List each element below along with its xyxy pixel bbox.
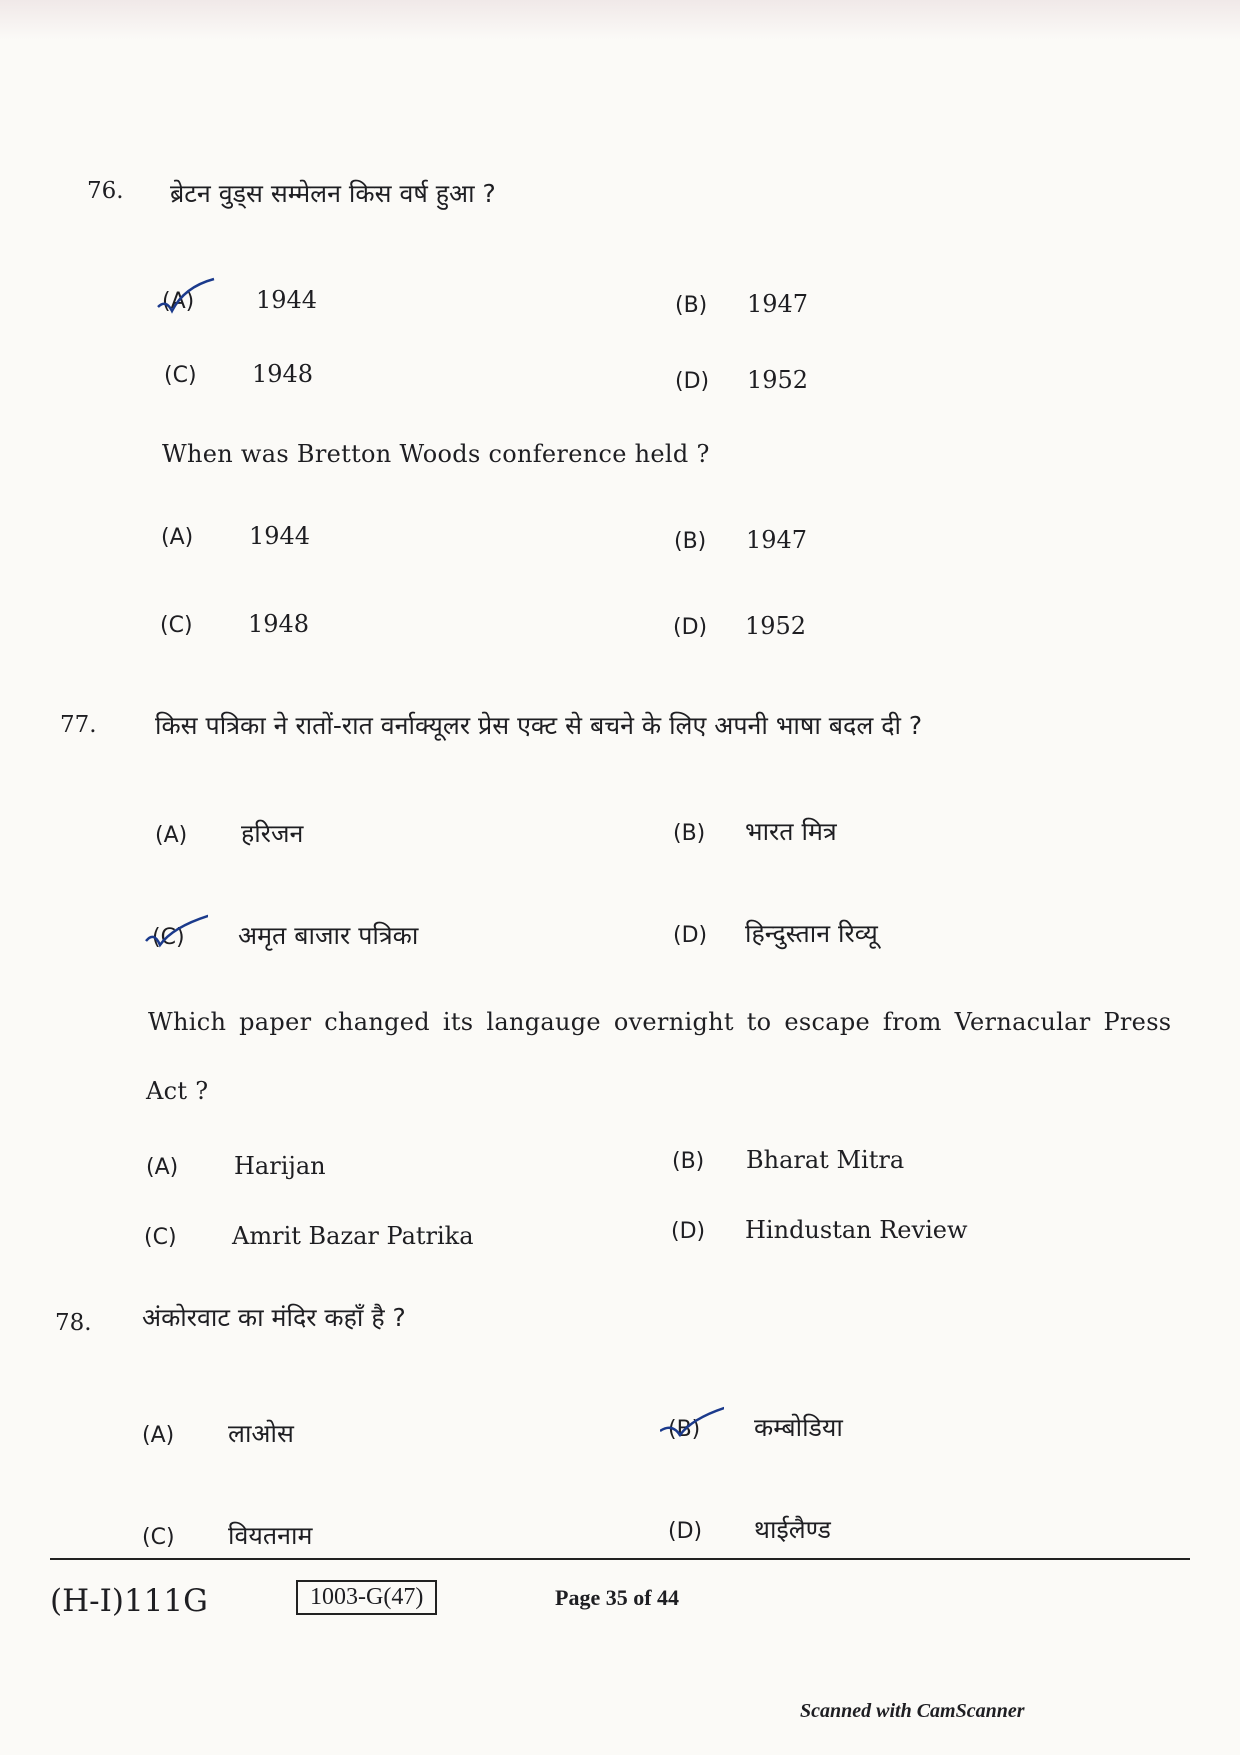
option-value: 1948 xyxy=(248,610,310,638)
q77-hi-option-c xyxy=(152,918,418,952)
q77-hi-option-a xyxy=(155,816,303,850)
option-label: (C) xyxy=(142,1525,175,1550)
q77-en-option-a xyxy=(146,1152,326,1180)
q77-en-option-d xyxy=(671,1216,968,1244)
option-label: (C) xyxy=(160,613,193,638)
q77-en-option-b xyxy=(672,1146,904,1174)
option-value: Hindustan Review xyxy=(745,1216,968,1244)
footer-rule xyxy=(50,1558,1190,1560)
option-label: (B) xyxy=(672,1149,705,1174)
option-label: (B) xyxy=(674,529,707,554)
option-label: (A) xyxy=(162,289,234,314)
question-78-hindi: अंकोरवाट का मंदिर कहाँ है ? xyxy=(142,1303,406,1332)
option-value: वियतनाम xyxy=(228,1521,313,1550)
q78-hi-option-a xyxy=(142,1416,294,1450)
q78-hi-option-b xyxy=(668,1410,843,1444)
camscanner-watermark: Scanned with CamScanner xyxy=(800,1700,1025,1722)
option-value: 1952 xyxy=(745,612,807,640)
paper-code: (H-I)111G xyxy=(50,1583,208,1619)
option-label: (B) xyxy=(668,1417,740,1442)
option-value: हरिजन xyxy=(241,819,304,848)
question-77-number: 77. xyxy=(60,712,97,738)
question-77-english-line1: Which paper changed its langauge overnight to escape from Vernacular Press xyxy=(148,1008,1172,1036)
option-label: (D) xyxy=(675,369,710,394)
q76-en-option-c xyxy=(160,610,309,638)
question-77-english-line2: Act ? xyxy=(146,1077,209,1105)
option-label: (D) xyxy=(668,1519,703,1544)
q77-hi-option-d xyxy=(673,916,878,950)
option-value: 1947 xyxy=(747,290,809,318)
option-label: (C) xyxy=(164,363,197,388)
question-77-hindi: किस पत्रिका ने रातों-रात वर्नाक्यूलर प्रेस एक्ट से बचने के लिए अपनी भाषा बदल दी ? xyxy=(155,711,923,740)
option-label: (C) xyxy=(144,1225,177,1250)
option-value: हिन्दुस्तान रिव्यू xyxy=(745,919,878,948)
question-76-number: 76. xyxy=(87,178,124,204)
option-value: अमृत बाजार पत्रिका xyxy=(238,921,419,950)
scan-edge xyxy=(0,0,1240,40)
option-label: (C) xyxy=(152,925,224,950)
q76-hi-option-d xyxy=(675,366,808,394)
option-value: 1948 xyxy=(252,360,314,388)
q78-hi-option-c xyxy=(142,1518,312,1552)
question-78-number: 78. xyxy=(55,1310,92,1336)
q77-en-option-c xyxy=(144,1222,474,1250)
option-label: (D) xyxy=(673,923,708,948)
option-value: थाईलैण्ड xyxy=(754,1515,831,1544)
option-value: लाओस xyxy=(228,1419,294,1448)
option-value: Harijan xyxy=(234,1152,326,1180)
option-label: (B) xyxy=(675,293,708,318)
option-value: 1947 xyxy=(746,526,808,554)
option-value: Bharat Mitra xyxy=(746,1146,905,1174)
option-value: 1952 xyxy=(747,366,809,394)
option-value: 1944 xyxy=(256,286,318,314)
question-76-english: When was Bretton Woods conference held ? xyxy=(162,440,710,468)
q76-hi-option-c xyxy=(164,360,313,388)
option-label: (A) xyxy=(146,1155,179,1180)
option-label: (B) xyxy=(673,821,706,846)
option-label: (A) xyxy=(142,1423,175,1448)
option-value: कम्बोडिया xyxy=(754,1413,843,1442)
q77-hi-option-b xyxy=(673,814,837,848)
option-value: Amrit Bazar Patrika xyxy=(232,1222,474,1250)
q76-en-option-d xyxy=(673,612,806,640)
q78-hi-option-d xyxy=(668,1512,831,1546)
option-value: भारत मित्र xyxy=(745,817,837,846)
question-76-hindi: ब्रेटन वुड्स सम्मेलन किस वर्ष हुआ ? xyxy=(170,179,496,208)
option-label: (D) xyxy=(673,615,708,640)
q76-en-option-b xyxy=(674,526,807,554)
q76-en-option-a xyxy=(161,522,310,550)
option-label: (D) xyxy=(671,1219,706,1244)
q76-hi-option-b xyxy=(675,290,808,318)
option-label: (A) xyxy=(155,823,188,848)
booklet-code-box: 1003-G(47) xyxy=(296,1580,437,1615)
q76-hi-option-a xyxy=(162,286,317,314)
page-number: Page 35 of 44 xyxy=(555,1585,680,1610)
option-label: (A) xyxy=(161,525,194,550)
option-value: 1944 xyxy=(249,522,311,550)
